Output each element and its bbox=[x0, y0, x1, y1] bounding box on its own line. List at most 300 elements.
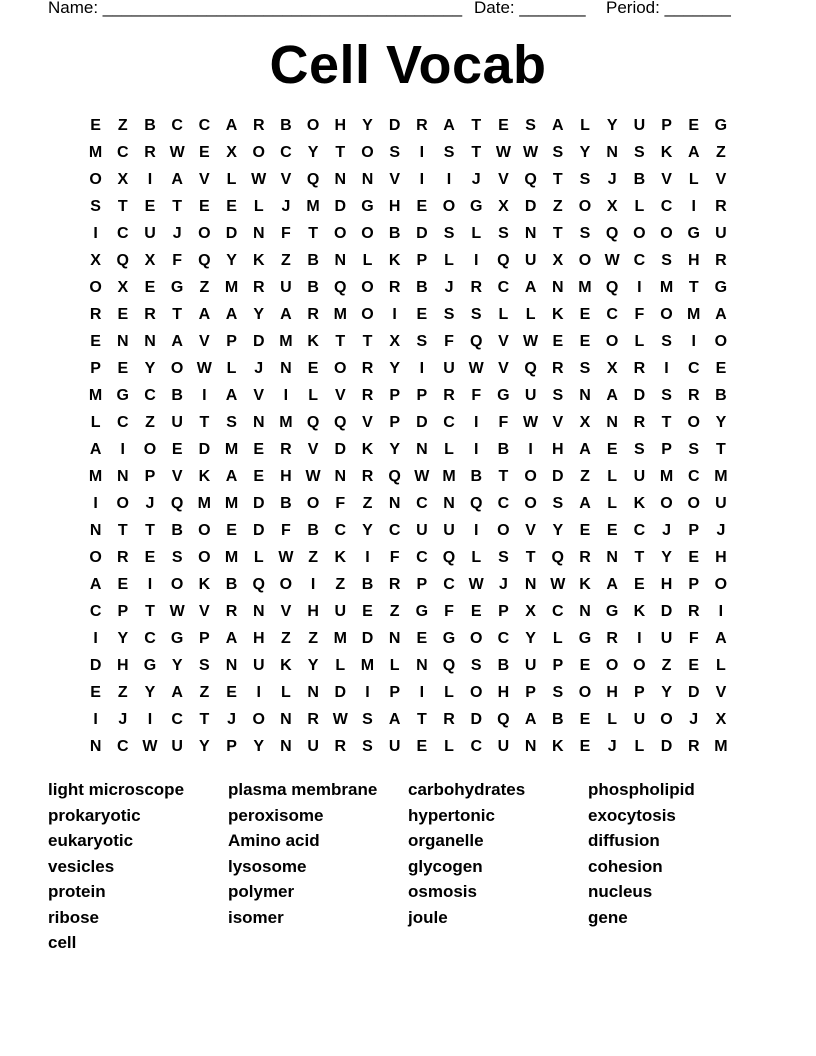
grid-letter: S bbox=[634, 144, 645, 161]
grid-letter: V bbox=[307, 441, 319, 458]
word-search-grid bbox=[82, 112, 735, 760]
grid-letter: O bbox=[578, 198, 592, 215]
grid-letter: I bbox=[691, 198, 696, 215]
word-list-item: polymer bbox=[228, 882, 295, 901]
grid-letter: K bbox=[660, 144, 673, 161]
grid-letter: B bbox=[416, 279, 428, 296]
grid-letter: N bbox=[361, 171, 374, 188]
grid-letter: F bbox=[172, 252, 183, 269]
grid-letter: I bbox=[528, 441, 533, 458]
grid-letter: H bbox=[552, 441, 564, 458]
grid-letter: P bbox=[634, 684, 645, 701]
grid-letter: U bbox=[633, 117, 646, 134]
grid-letter: J bbox=[716, 522, 726, 539]
period-field: Period: _______ bbox=[606, 0, 731, 17]
grid-letter: E bbox=[117, 306, 129, 323]
grid-letter: T bbox=[471, 117, 482, 134]
grid-letter: L bbox=[444, 738, 454, 755]
grid-letter: S bbox=[171, 549, 183, 566]
word-list-item: carbohydrates bbox=[408, 780, 526, 799]
grid-letter: U bbox=[443, 360, 455, 377]
grid-letter: L bbox=[607, 711, 618, 728]
grid-row bbox=[82, 733, 735, 760]
grid-letter: B bbox=[144, 117, 156, 134]
grid-letter: A bbox=[280, 306, 292, 323]
grid-letter: T bbox=[661, 414, 672, 431]
grid-letter: F bbox=[281, 225, 291, 242]
grid-letter: E bbox=[606, 522, 618, 539]
grid-letter: N bbox=[252, 603, 265, 620]
grid-letter: X bbox=[226, 144, 237, 161]
grid-letter: A bbox=[171, 171, 183, 188]
grid-letter: M bbox=[88, 468, 103, 485]
grid-letter: V bbox=[552, 414, 564, 431]
grid-letter: A bbox=[606, 387, 618, 404]
grid-letter: R bbox=[633, 360, 646, 377]
grid-letter: T bbox=[199, 414, 210, 431]
grid-letter: Q bbox=[605, 279, 619, 296]
grid-row bbox=[82, 193, 735, 220]
grid-letter: O bbox=[306, 495, 320, 512]
grid-letter: F bbox=[444, 333, 454, 350]
grid-letter: P bbox=[661, 117, 672, 134]
grid-letter: S bbox=[525, 117, 536, 134]
grid-letter: V bbox=[362, 414, 373, 431]
grid-letter: N bbox=[606, 549, 618, 566]
grid-letter: V bbox=[715, 171, 727, 188]
grid-row bbox=[82, 706, 735, 733]
grid-letter: U bbox=[334, 603, 347, 620]
grid-letter: M bbox=[306, 198, 320, 215]
grid-letter: M bbox=[360, 657, 375, 674]
grid-letter: C bbox=[416, 495, 428, 512]
grid-letter: Y bbox=[606, 117, 618, 134]
grid-letter: X bbox=[606, 360, 618, 377]
grid-letter: O bbox=[334, 225, 347, 242]
grid-letter: E bbox=[171, 441, 183, 458]
grid-letter: N bbox=[579, 387, 591, 404]
grid-letter: X bbox=[117, 279, 129, 296]
grid-letter: Z bbox=[308, 549, 318, 566]
grid-letter: O bbox=[469, 684, 483, 701]
word-list-item: nucleus bbox=[588, 882, 653, 901]
grid-letter: T bbox=[335, 144, 346, 161]
grid-letter: O bbox=[714, 576, 728, 593]
word-list-item: phospholipid bbox=[588, 780, 695, 799]
grid-letter: S bbox=[552, 684, 564, 701]
grid-letter: H bbox=[252, 630, 265, 647]
grid-letter: D bbox=[334, 441, 347, 458]
grid-letter: Z bbox=[389, 603, 400, 620]
grid-letter: U bbox=[388, 738, 401, 755]
grid-letter: T bbox=[362, 333, 373, 350]
grid-letter: Z bbox=[661, 657, 672, 674]
grid-letter: S bbox=[579, 360, 591, 377]
grid-letter: P bbox=[117, 603, 129, 620]
grid-letter: S bbox=[470, 306, 482, 323]
grid-letter: L bbox=[552, 630, 563, 647]
grid-row bbox=[82, 355, 735, 382]
grid-row bbox=[82, 220, 735, 247]
grid-letter: N bbox=[443, 495, 455, 512]
grid-letter: U bbox=[497, 738, 510, 755]
grid-letter: P bbox=[525, 684, 536, 701]
grid-letter: O bbox=[605, 657, 619, 674]
grid-letter: Q bbox=[442, 657, 456, 674]
grid-letter: W bbox=[604, 252, 620, 269]
grid-letter: O bbox=[578, 684, 592, 701]
grid-letter: M bbox=[197, 495, 211, 512]
grid-letter: L bbox=[389, 657, 400, 674]
grid-letter: P bbox=[416, 576, 428, 593]
grid-letter: L bbox=[471, 225, 482, 242]
grid-letter: S bbox=[579, 225, 591, 242]
grid-letter: A bbox=[225, 387, 238, 404]
grid-letter: G bbox=[714, 279, 728, 296]
grid-letter: W bbox=[550, 576, 566, 593]
grid-letter: R bbox=[687, 603, 700, 620]
grid-letter: Y bbox=[307, 144, 319, 161]
grid-letter: F bbox=[471, 387, 482, 404]
grid-letter: O bbox=[252, 711, 265, 728]
grid-letter: A bbox=[225, 630, 238, 647]
grid-letter: T bbox=[688, 279, 699, 296]
grid-letter: H bbox=[307, 603, 319, 620]
grid-letter: P bbox=[199, 630, 210, 647]
grid-letter: Y bbox=[144, 684, 156, 701]
grid-letter: O bbox=[361, 144, 374, 161]
grid-letter: E bbox=[579, 711, 591, 728]
word-list-item: osmosis bbox=[408, 882, 477, 901]
grid-letter: E bbox=[362, 603, 373, 620]
grid-letter: L bbox=[335, 657, 346, 674]
grid-letter: W bbox=[332, 711, 348, 728]
grid-letter: L bbox=[444, 252, 454, 269]
grid-letter: P bbox=[416, 252, 428, 269]
grid-row bbox=[82, 679, 735, 706]
grid-letter: R bbox=[388, 279, 401, 296]
grid-letter: E bbox=[579, 657, 591, 674]
grid-letter: D bbox=[552, 468, 564, 485]
word-list-item: peroxisome bbox=[228, 805, 324, 825]
grid-letter: C bbox=[470, 738, 482, 755]
grid-letter: N bbox=[225, 657, 238, 674]
grid-row bbox=[82, 382, 735, 409]
grid-letter: I bbox=[147, 576, 153, 593]
grid-letter: C bbox=[198, 117, 211, 134]
grid-letter: O bbox=[252, 144, 265, 161]
grid-letter: B bbox=[633, 171, 646, 188]
grid-letter: B bbox=[225, 576, 238, 593]
grid-letter: Z bbox=[580, 468, 590, 485]
grid-letter: M bbox=[578, 279, 592, 296]
grid-letter: I bbox=[446, 171, 452, 188]
grid-row bbox=[82, 112, 735, 139]
grid-letter: K bbox=[579, 576, 591, 593]
grid-letter: T bbox=[145, 603, 155, 620]
grid-letter: H bbox=[606, 684, 618, 701]
grid-letter: X bbox=[552, 252, 564, 269]
grid-letter: N bbox=[89, 738, 102, 755]
grid-letter: R bbox=[388, 576, 401, 593]
grid-letter: Y bbox=[389, 441, 400, 458]
grid-letter: J bbox=[471, 171, 481, 188]
grid-letter: N bbox=[280, 738, 292, 755]
grid-letter: B bbox=[307, 522, 319, 539]
grid-letter: W bbox=[169, 144, 185, 161]
grid-letter: G bbox=[170, 279, 184, 296]
grid-letter: Y bbox=[307, 657, 319, 674]
grid-letter: P bbox=[226, 333, 237, 350]
grid-letter: N bbox=[252, 225, 265, 242]
grid-letter: N bbox=[388, 630, 401, 647]
grid-letter: S bbox=[661, 387, 672, 404]
grid-letter: J bbox=[689, 711, 699, 728]
grid-letter: D bbox=[334, 684, 347, 701]
grid-letter: O bbox=[524, 468, 537, 485]
grid-letter: W bbox=[196, 360, 212, 377]
word-list bbox=[48, 777, 788, 956]
grid-letter: L bbox=[634, 738, 645, 755]
grid-letter: N bbox=[117, 333, 129, 350]
grid-letter: P bbox=[416, 387, 428, 404]
grid-letter: U bbox=[280, 279, 292, 296]
grid-letter: B bbox=[470, 468, 482, 485]
grid-letter: G bbox=[469, 198, 483, 215]
grid-letter: Q bbox=[524, 360, 537, 377]
grid-row bbox=[82, 652, 735, 679]
grid-letter: S bbox=[661, 333, 672, 350]
grid-letter: E bbox=[416, 306, 428, 323]
grid-letter: N bbox=[579, 603, 591, 620]
grid-letter: Q bbox=[252, 576, 265, 593]
grid-letter: E bbox=[144, 198, 156, 215]
grid-letter: Y bbox=[579, 144, 591, 161]
grid-letter: B bbox=[307, 279, 319, 296]
grid-letter: R bbox=[117, 549, 129, 566]
grid-letter: C bbox=[660, 198, 673, 215]
grid-letter: E bbox=[90, 333, 101, 350]
grid-letter: P bbox=[688, 522, 700, 539]
grid-row bbox=[82, 166, 735, 193]
grid-letter: N bbox=[334, 252, 347, 269]
grid-letter: R bbox=[633, 414, 646, 431]
grid-letter: B bbox=[280, 117, 292, 134]
grid-letter: K bbox=[633, 603, 646, 620]
grid-letter: I bbox=[419, 684, 425, 701]
grid-letter: Z bbox=[281, 252, 291, 269]
word-list-item: protein bbox=[48, 882, 106, 901]
grid-letter: V bbox=[715, 684, 727, 701]
grid-letter: E bbox=[688, 549, 700, 566]
word-list-item: lysosome bbox=[228, 856, 307, 876]
grid-letter: E bbox=[470, 603, 482, 620]
grid-letter: C bbox=[117, 414, 129, 431]
grid-letter: D bbox=[416, 414, 428, 431]
grid-letter: C bbox=[443, 576, 455, 593]
grid-letter: P bbox=[389, 684, 400, 701]
grid-letter: A bbox=[687, 144, 700, 161]
grid-letter: J bbox=[444, 279, 454, 296]
grid-letter: I bbox=[473, 522, 479, 539]
grid-letter: U bbox=[252, 657, 265, 674]
grid-letter: R bbox=[307, 711, 319, 728]
grid-letter: V bbox=[199, 171, 210, 188]
grid-letter: I bbox=[256, 684, 261, 701]
grid-letter: W bbox=[305, 468, 321, 485]
grid-letter: E bbox=[579, 738, 591, 755]
grid-letter: C bbox=[171, 117, 183, 134]
word-list-item: diffusion bbox=[588, 831, 660, 850]
grid-letter: C bbox=[497, 630, 510, 647]
grid-letter: D bbox=[252, 522, 265, 539]
grid-letter: I bbox=[93, 711, 98, 728]
grid-letter: V bbox=[199, 603, 210, 620]
grid-letter: Y bbox=[525, 630, 536, 647]
grid-letter: A bbox=[524, 279, 537, 296]
grid-letter: T bbox=[525, 549, 536, 566]
grid-letter: O bbox=[198, 522, 211, 539]
date-field: Date: _______ bbox=[474, 0, 586, 17]
grid-letter: L bbox=[308, 387, 318, 404]
grid-letter: N bbox=[524, 225, 537, 242]
grid-letter: F bbox=[498, 414, 509, 431]
grid-letter: Z bbox=[145, 414, 155, 431]
grid-letter: O bbox=[279, 576, 293, 593]
grid-letter: L bbox=[226, 360, 237, 377]
grid-letter: C bbox=[388, 522, 401, 539]
grid-letter: N bbox=[280, 711, 292, 728]
grid-letter: S bbox=[634, 441, 645, 458]
grid-letter: Q bbox=[524, 171, 537, 188]
word-list-item: cohesion bbox=[588, 856, 663, 876]
grid-letter: L bbox=[688, 171, 699, 188]
grid-letter: W bbox=[414, 468, 430, 485]
grid-letter: G bbox=[497, 387, 510, 404]
grid-letter: W bbox=[142, 738, 158, 755]
grid-letter: T bbox=[172, 306, 183, 323]
grid-letter: V bbox=[334, 387, 346, 404]
grid-letter: C bbox=[633, 252, 646, 269]
grid-letter: I bbox=[202, 387, 207, 404]
grid-letter: N bbox=[416, 441, 428, 458]
grid-letter: V bbox=[253, 387, 265, 404]
grid-letter: Q bbox=[551, 549, 564, 566]
grid-letter: V bbox=[661, 171, 672, 188]
grid-letter: C bbox=[280, 144, 292, 161]
grid-letter: A bbox=[579, 495, 591, 512]
grid-letter: I bbox=[93, 495, 98, 512]
grid-letter: I bbox=[664, 360, 669, 377]
grid-letter: I bbox=[310, 576, 316, 593]
grid-letter: W bbox=[468, 360, 484, 377]
grid-letter: W bbox=[523, 414, 539, 431]
grid-letter: T bbox=[199, 711, 210, 728]
grid-letter: S bbox=[552, 495, 564, 512]
grid-letter: G bbox=[143, 657, 157, 674]
grid-letter: C bbox=[117, 144, 129, 161]
grid-letter: D bbox=[89, 657, 102, 674]
grid-letter: F bbox=[389, 549, 400, 566]
grid-letter: G bbox=[361, 198, 374, 215]
grid-letter: V bbox=[280, 603, 292, 620]
grid-letter: O bbox=[660, 711, 673, 728]
grid-letter: S bbox=[416, 333, 428, 350]
grid-letter: F bbox=[634, 306, 645, 323]
grid-letter: U bbox=[715, 225, 727, 242]
grid-letter: E bbox=[552, 333, 564, 350]
grid-letter: U bbox=[524, 252, 537, 269]
grid-letter: V bbox=[389, 171, 400, 188]
grid-letter: N bbox=[334, 171, 347, 188]
grid-letter: S bbox=[443, 144, 455, 161]
grid-letter: K bbox=[307, 333, 319, 350]
grid-letter: D bbox=[633, 387, 646, 404]
grid-letter: E bbox=[606, 441, 618, 458]
word-list-item: plasma membrane bbox=[228, 780, 378, 799]
grid-letter: X bbox=[579, 414, 591, 431]
grid-letter: O bbox=[687, 495, 700, 512]
grid-letter: O bbox=[143, 441, 157, 458]
grid-letter: U bbox=[660, 630, 673, 647]
grid-letter: A bbox=[579, 441, 591, 458]
grid-letter: E bbox=[416, 630, 428, 647]
grid-row bbox=[82, 436, 735, 463]
grid-letter: O bbox=[361, 279, 374, 296]
grid-letter: O bbox=[524, 495, 537, 512]
grid-letter: C bbox=[687, 360, 700, 377]
grid-letter: N bbox=[307, 684, 319, 701]
grid-letter: W bbox=[468, 576, 484, 593]
grid-letter: T bbox=[471, 144, 482, 161]
grid-letter: L bbox=[444, 684, 454, 701]
grid-letter: Z bbox=[308, 630, 318, 647]
grid-letter: L bbox=[580, 117, 590, 134]
grid-letter: Y bbox=[661, 549, 672, 566]
grid-letter: X bbox=[606, 198, 618, 215]
grid-letter: Y bbox=[661, 684, 672, 701]
grid-letter: N bbox=[89, 522, 102, 539]
worksheet-header bbox=[48, 0, 748, 20]
grid-letter: G bbox=[170, 630, 184, 647]
grid-letter: R bbox=[606, 630, 618, 647]
grid-letter: E bbox=[144, 279, 156, 296]
word-list-item: ribose bbox=[48, 907, 100, 927]
grid-letter: E bbox=[416, 198, 428, 215]
grid-letter: R bbox=[361, 387, 374, 404]
grid-letter: E bbox=[144, 549, 156, 566]
grid-letter: F bbox=[335, 495, 346, 512]
grid-letter: E bbox=[688, 117, 700, 134]
grid-letter: M bbox=[659, 279, 674, 296]
word-list-item: joule bbox=[408, 907, 448, 927]
grid-letter: A bbox=[552, 117, 564, 134]
grid-letter: Y bbox=[715, 414, 727, 431]
grid-letter: H bbox=[388, 198, 401, 215]
grid-letter: P bbox=[552, 657, 564, 674]
grid-letter: E bbox=[199, 198, 210, 215]
grid-letter: Q bbox=[306, 414, 320, 431]
grid-letter: C bbox=[633, 522, 646, 539]
grid-letter: T bbox=[117, 198, 128, 215]
grid-letter: L bbox=[607, 495, 618, 512]
grid-letter: R bbox=[334, 738, 347, 755]
grid-letter: O bbox=[660, 225, 673, 242]
grid-letter: T bbox=[552, 171, 563, 188]
grid-letter: V bbox=[199, 333, 210, 350]
grid-letter: N bbox=[117, 468, 129, 485]
grid-letter: J bbox=[607, 171, 617, 188]
